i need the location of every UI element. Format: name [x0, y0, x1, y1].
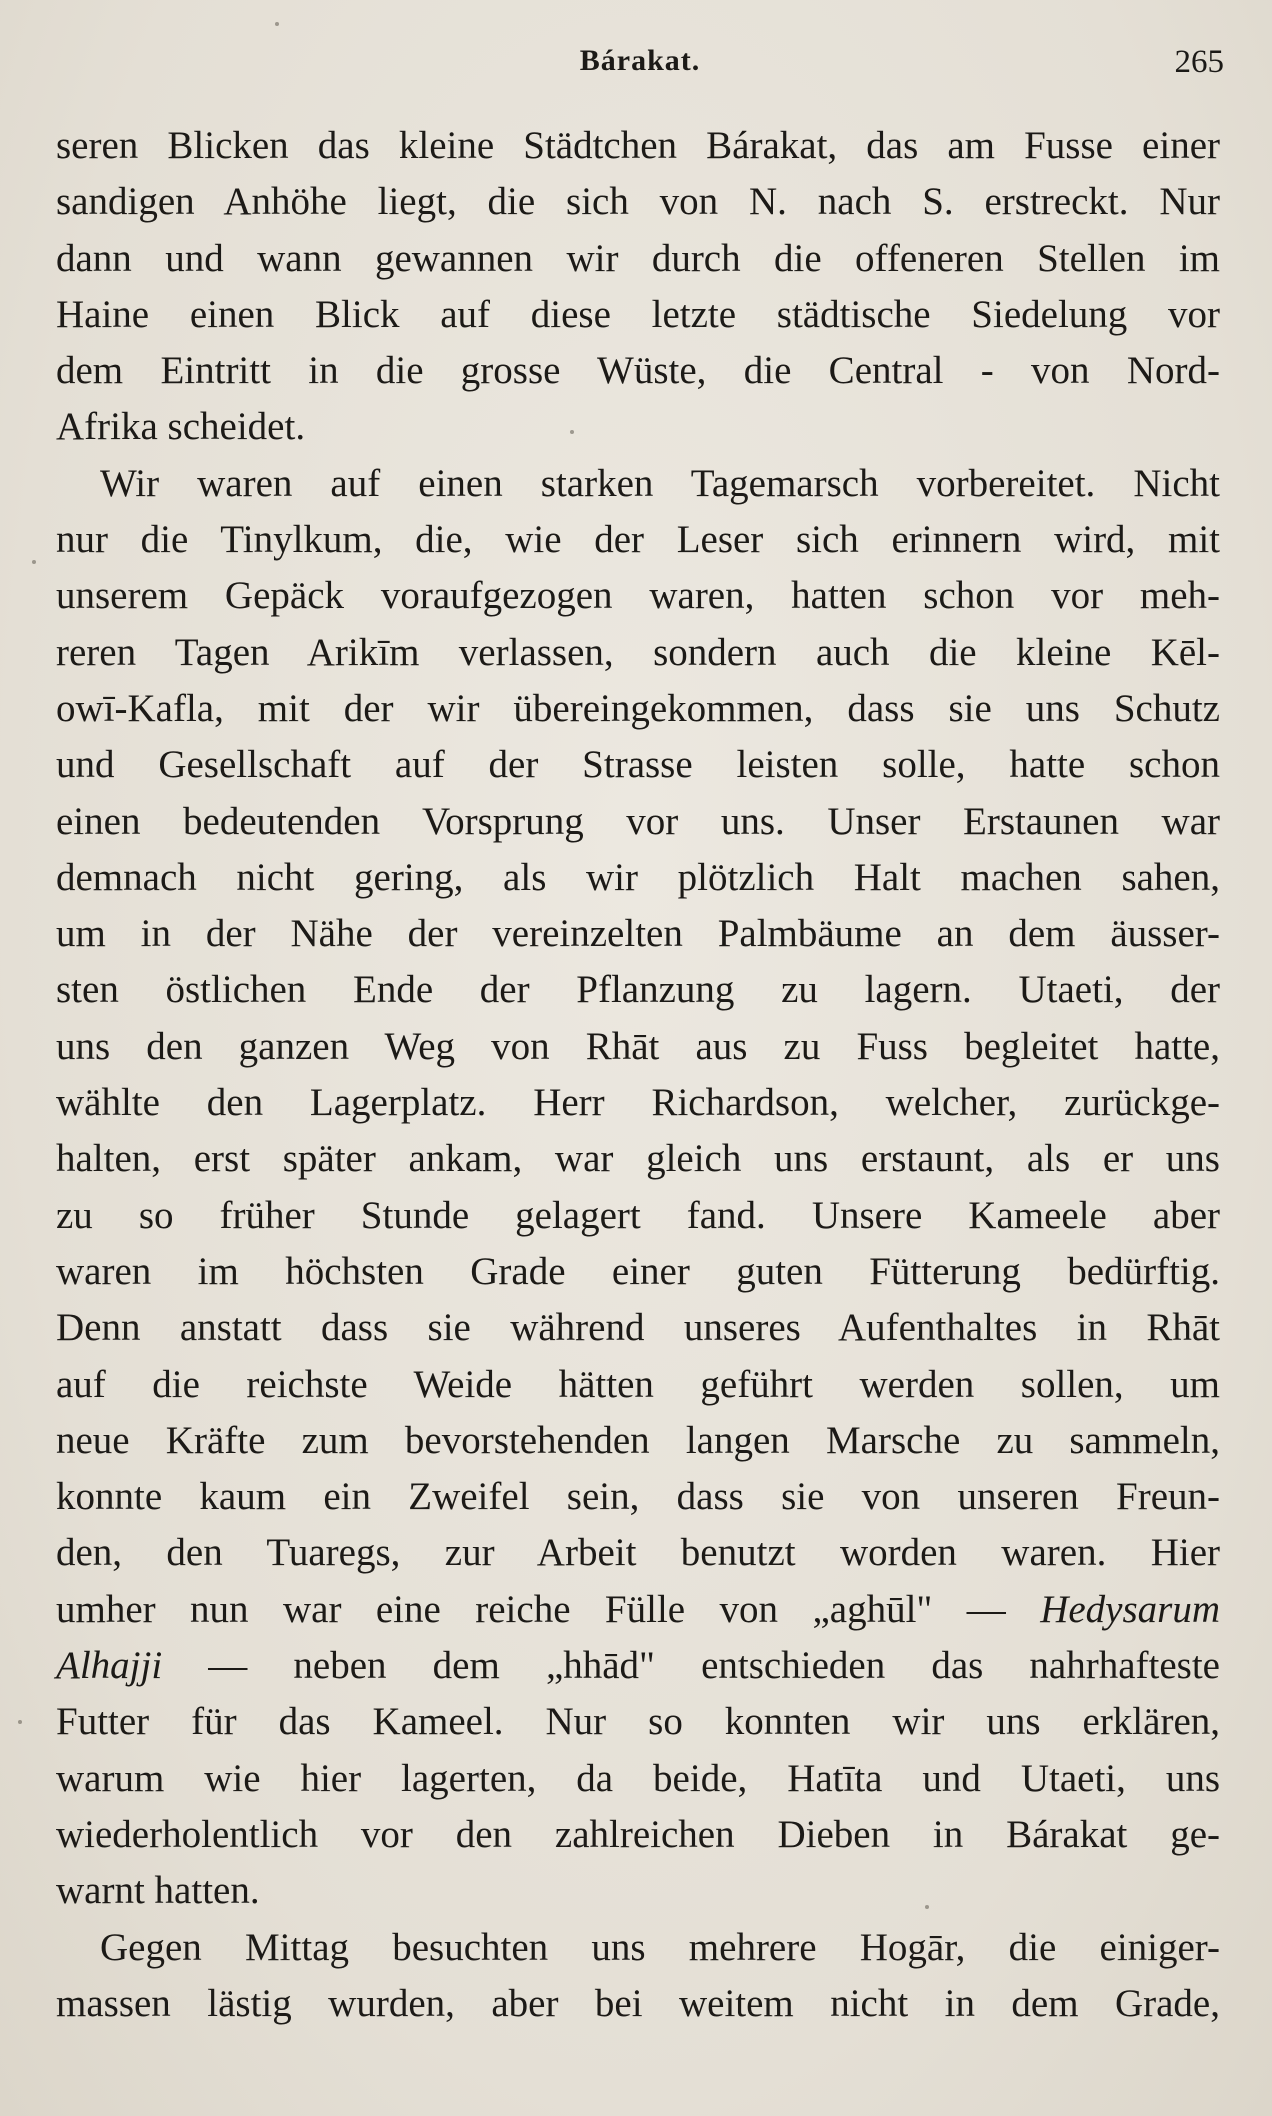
text-line: dann und wann gewannen wir durch die offeneren Stellen im [56, 236, 1220, 280]
text-line: halten, erst später ankam, war gleich uns erstaunt, als er uns [56, 1137, 1220, 1181]
text-line: sandigen Anhöhe liegt, die sich von N. nach S. erstreckt. Nur [56, 180, 1220, 224]
text-line: Gegen Mittag besuchten uns mehrere Hogār, die einiger- [100, 1925, 1220, 1969]
text-line: seren Blicken das kleine Städtchen Bárakat, das am Fusse einer [56, 124, 1220, 167]
text-line: Denn anstatt dass sie während unseres Aufenthaltes in Rhāt [56, 1306, 1220, 1350]
text-line: uns den ganzen Weg von Rhāt aus zu Fuss begleitet hatte, [56, 1024, 1220, 1068]
running-header [56, 44, 1224, 94]
text-line-mixed [56, 1582, 1220, 1638]
text-line: reren Tagen Arikīm verlassen, sondern auch die kleine Kēl- [56, 630, 1220, 674]
text-line: Afrika scheidet. [56, 405, 306, 449]
text-line: warnt hatten. [56, 1869, 260, 1913]
text-line: massen lästig wurden, aber bei weitem nicht in dem Grade, [56, 1981, 1220, 2025]
text-line: um in der Nähe der vereinzelten Palmbäume an dem äusser- [56, 912, 1220, 956]
text-segment: — neben dem „hhād" entschieden das nahrhafteste [162, 1644, 1220, 1688]
text-line: nur die Tinylkum, die, wie der Leser sich erinnern wird, mit [56, 518, 1220, 562]
text-line: demnach nicht gering, als wir plötzlich Halt machen sahen, [56, 855, 1220, 899]
page-number: 265 [1174, 44, 1224, 80]
text-line: Futter für das Kameel. Nur so konnten wir uns erklären, [56, 1700, 1220, 1744]
text-line: warum wie hier lagerten, da beide, Hatīta und Utaeti, uns [56, 1756, 1220, 1800]
print-speck [925, 1905, 929, 1909]
text-line: unserem Gepäck voraufgezogen waren, hatten schon vor meh- [56, 574, 1220, 618]
text-line: neue Kräfte zum bevorstehenden langen Marsche zu sammeln, [56, 1418, 1220, 1462]
text-segment: umher nun war eine reiche Fülle von „aghūl" — [56, 1587, 1041, 1631]
print-speck [275, 22, 279, 26]
text-line: wiederholentlich vor den zahlreichen Dieben in Bárakat ge- [56, 1812, 1220, 1856]
text-line-mixed [56, 1638, 1220, 1694]
print-speck [570, 430, 574, 434]
text-line: sten östlichen Ende der Pflanzung zu lagern. Utaeti, der [56, 968, 1220, 1012]
text-line: owī-Kafla, mit der wir übereingekommen, dass sie uns Schutz [56, 686, 1220, 730]
text-line: zu so früher Stunde gelagert fand. Unsere Kameele aber [56, 1193, 1220, 1237]
italic-term: Hedysarum [1040, 1587, 1220, 1631]
body-text [56, 118, 1220, 2032]
print-speck [32, 560, 36, 564]
italic-term: Alhajji [56, 1644, 163, 1688]
text-line: konnte kaum ein Zweifel sein, dass sie von unseren Freun- [56, 1475, 1220, 1519]
text-line: Wir waren auf einen starken Tagemarsch vorbereitet. Nicht [100, 461, 1220, 505]
text-line: und Gesellschaft auf der Strasse leisten solle, hatte schon [56, 743, 1220, 787]
text-line: dem Eintritt in die grosse Wüste, die Central - von Nord- [56, 349, 1220, 393]
text-line: Haine einen Blick auf diese letzte städtische Siedelung vor [56, 292, 1220, 336]
text-line: einen bedeutenden Vorsprung vor uns. Unser Erstaunen war [56, 799, 1220, 843]
text-line: den, den Tuaregs, zur Arbeit benutzt worden waren. Hier [56, 1531, 1220, 1575]
text-line: auf die reichste Weide hätten geführt werden sollen, um [56, 1362, 1220, 1406]
print-speck [18, 1720, 22, 1724]
text-line: wählte den Lagerplatz. Herr Richardson, welcher, zurückge- [56, 1081, 1220, 1125]
running-title: Bárakat. [579, 44, 701, 77]
text-line: waren im höchsten Grade einer guten Fütterung bedürftig. [56, 1249, 1220, 1293]
